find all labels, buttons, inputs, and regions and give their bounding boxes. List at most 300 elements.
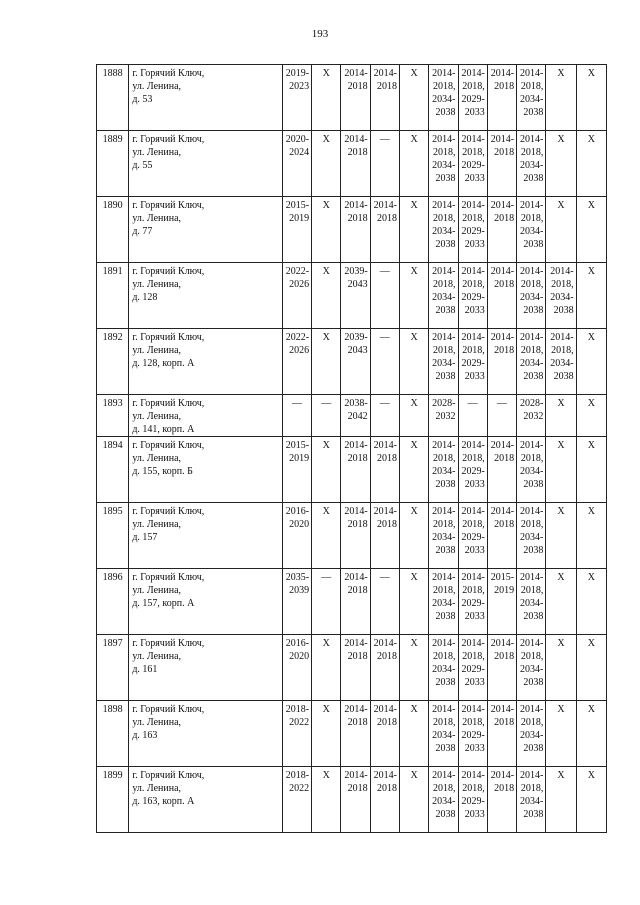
- cell-line: 2034-: [550, 358, 574, 369]
- cell-line: 2033: [464, 677, 485, 688]
- period-cell: [370, 767, 399, 833]
- period-cell: [341, 65, 370, 131]
- cell-line: X: [587, 638, 595, 649]
- period-cell: [282, 395, 311, 437]
- period-cell: [429, 329, 458, 395]
- period-cell: [399, 329, 428, 395]
- cell-line: 2038: [523, 545, 544, 556]
- cell-line: 2014-: [344, 134, 368, 145]
- cell-line: 2014-: [461, 200, 485, 211]
- period-cell: [312, 197, 341, 263]
- cell-line: 2014-: [432, 440, 456, 451]
- cell-line: —: [379, 134, 390, 145]
- period-cell: [370, 395, 399, 437]
- cell-line: 2038: [435, 743, 456, 754]
- period-cell: [517, 395, 546, 437]
- period-cell: [341, 197, 370, 263]
- cell-line: 2038: [435, 173, 456, 184]
- period-cell: [341, 131, 370, 197]
- cell-line: 2034-: [520, 664, 544, 675]
- address-line: ул. Ленина,: [132, 411, 182, 422]
- period-cell: [370, 569, 399, 635]
- cell-line: 2018-: [285, 704, 310, 715]
- period-cell: [487, 437, 516, 503]
- cell-line: 2018,: [520, 81, 544, 92]
- address-line: д. 163: [132, 730, 158, 741]
- cell-line: 2018,: [520, 651, 544, 662]
- cell-line: 2018,: [462, 519, 485, 530]
- cell-line: 2018,: [462, 147, 485, 158]
- cell-line: 2019: [494, 585, 515, 596]
- address-line: г. Горячий Ключ,: [132, 398, 205, 409]
- cell-line: 2014-: [520, 266, 544, 277]
- address-line: д. 128, корп. А: [132, 358, 195, 369]
- period-cell: [458, 437, 487, 503]
- period-cell: [341, 329, 370, 395]
- period-cell: [399, 569, 428, 635]
- cell-line: 2018,: [462, 783, 485, 794]
- table-row: [97, 701, 607, 767]
- period-cell: [458, 65, 487, 131]
- address-line: д. 53: [132, 94, 153, 105]
- period-cell: [399, 197, 428, 263]
- cell-line: 2014-: [344, 440, 368, 451]
- address-line: г. Горячий Ключ,: [132, 704, 205, 715]
- cell-line: 2014-: [432, 266, 456, 277]
- address-line: ул. Ленина,: [132, 783, 182, 794]
- period-cell: [429, 569, 458, 635]
- cell-line: 2028-: [432, 398, 456, 409]
- cell-line: 2014-: [344, 704, 368, 715]
- row-number: 1897: [97, 635, 129, 701]
- cell-line: 2038: [523, 107, 544, 118]
- row-number: 1892: [97, 329, 129, 395]
- period-cell: [341, 569, 370, 635]
- row-number: 1888: [97, 65, 129, 131]
- cell-line: 2014-: [344, 68, 368, 79]
- cell-line: 2014-: [461, 506, 485, 517]
- period-cell: [458, 263, 487, 329]
- table-row: [97, 65, 607, 131]
- cell-line: 2018: [347, 81, 368, 92]
- cell-line: 2029-: [461, 730, 485, 741]
- cell-line: 2014-: [461, 572, 485, 583]
- cell-line: 2014-: [461, 638, 485, 649]
- period-cell: [282, 569, 311, 635]
- cell-line: X: [557, 440, 565, 451]
- period-cell: [517, 437, 546, 503]
- period-cell: [399, 131, 428, 197]
- cell-line: 2018,: [520, 519, 544, 530]
- cell-line: 2038: [435, 545, 456, 556]
- cell-line: 2018: [347, 651, 368, 662]
- cell-line: 2018,: [520, 783, 544, 794]
- period-cell: [546, 767, 576, 833]
- period-cell: [370, 263, 399, 329]
- address-cell: [129, 329, 283, 395]
- cell-line: 2023: [289, 81, 310, 92]
- cell-line: 2018: [376, 717, 397, 728]
- cell-line: —: [321, 572, 332, 583]
- cell-line: 2014-: [490, 68, 515, 79]
- cell-line: 2018: [494, 717, 515, 728]
- cell-line: 2034-: [520, 730, 544, 741]
- table-row: [97, 437, 607, 503]
- period-cell: [576, 329, 606, 395]
- cell-line: 2033: [464, 611, 485, 622]
- period-cell: [370, 197, 399, 263]
- period-cell: [341, 263, 370, 329]
- cell-line: 2034-: [432, 598, 456, 609]
- period-cell: [370, 131, 399, 197]
- cell-line: 2029-: [461, 358, 485, 369]
- cell-line: X: [557, 704, 565, 715]
- period-cell: [576, 197, 606, 263]
- address-cell: [129, 437, 283, 503]
- cell-line: 2018,: [520, 453, 544, 464]
- cell-line: 2018,: [433, 279, 456, 290]
- cell-line: X: [322, 506, 330, 517]
- period-cell: [517, 131, 546, 197]
- period-cell: [458, 395, 487, 437]
- cell-line: —: [321, 398, 332, 409]
- table-row: [97, 569, 607, 635]
- period-cell: [429, 263, 458, 329]
- cell-line: 2038: [435, 809, 456, 820]
- cell-line: 2018: [376, 81, 397, 92]
- cell-line: 2018,: [551, 279, 574, 290]
- cell-line: 2014-: [490, 770, 515, 781]
- cell-line: 2038: [553, 305, 574, 316]
- cell-line: 2018: [494, 453, 515, 464]
- cell-line: 2029-: [461, 160, 485, 171]
- period-cell: [517, 701, 546, 767]
- cell-line: 2034-: [432, 532, 456, 543]
- period-cell: [517, 65, 546, 131]
- row-number: 1898: [97, 701, 129, 767]
- cell-line: 2026: [289, 279, 310, 290]
- address-cell: [129, 503, 283, 569]
- cell-line: X: [557, 200, 565, 211]
- period-cell: [517, 635, 546, 701]
- cell-line: 2018,: [433, 783, 456, 794]
- address-line: д. 163, корп. А: [132, 796, 195, 807]
- period-cell: [576, 569, 606, 635]
- cell-line: X: [587, 440, 595, 451]
- cell-line: 2018: [494, 279, 515, 290]
- cell-line: 2034-: [432, 160, 456, 171]
- cell-line: 2022: [289, 717, 310, 728]
- period-cell: [341, 437, 370, 503]
- address-line: ул. Ленина,: [132, 585, 182, 596]
- period-cell: [370, 503, 399, 569]
- cell-line: 2014-: [520, 440, 544, 451]
- table-row: [97, 395, 607, 437]
- cell-line: 2034-: [520, 292, 544, 303]
- table-row: [97, 503, 607, 569]
- period-cell: [576, 767, 606, 833]
- cell-line: 2018,: [462, 453, 485, 464]
- period-cell: [341, 767, 370, 833]
- cell-line: 2018,: [433, 717, 456, 728]
- cell-line: 2038: [553, 371, 574, 382]
- cell-line: 2018,: [462, 585, 485, 596]
- cell-line: 2014-: [461, 704, 485, 715]
- cell-line: 2034-: [520, 796, 544, 807]
- address-line: д. 77: [132, 226, 153, 237]
- period-cell: [282, 263, 311, 329]
- cell-line: 2043: [347, 345, 368, 356]
- cell-line: 2014-: [373, 638, 397, 649]
- cell-line: X: [410, 68, 418, 79]
- cell-line: 2014-: [461, 440, 485, 451]
- cell-line: 2018,: [520, 147, 544, 158]
- address-line: г. Горячий Ключ,: [132, 68, 205, 79]
- address-cell: [129, 65, 283, 131]
- cell-line: 2014-: [520, 638, 544, 649]
- cell-line: X: [322, 770, 330, 781]
- period-cell: [312, 329, 341, 395]
- cell-line: 2018,: [462, 279, 485, 290]
- cell-line: 2038: [523, 239, 544, 250]
- cell-line: 2038: [435, 677, 456, 688]
- cell-line: 2035-: [285, 572, 310, 583]
- cell-line: 2034-: [432, 796, 456, 807]
- cell-line: 2015-: [285, 440, 310, 451]
- period-cell: [487, 395, 516, 437]
- cell-line: 2034-: [432, 292, 456, 303]
- cell-line: 2034-: [520, 160, 544, 171]
- address-line: ул. Ленина,: [132, 717, 182, 728]
- cell-line: 2014-: [520, 770, 544, 781]
- period-cell: [370, 329, 399, 395]
- cell-line: 2032: [435, 411, 456, 422]
- period-cell: [576, 701, 606, 767]
- address-line: д. 155, корп. Б: [132, 466, 193, 477]
- address-line: д. 128: [132, 292, 158, 303]
- address-cell: [129, 569, 283, 635]
- address-line: ул. Ленина,: [132, 81, 182, 92]
- cell-line: 2018,: [520, 279, 544, 290]
- cell-line: 2014-: [550, 266, 574, 277]
- period-cell: [312, 767, 341, 833]
- row-number: 1896: [97, 569, 129, 635]
- address-line: ул. Ленина,: [132, 519, 182, 530]
- period-cell: [517, 329, 546, 395]
- cell-line: 2014-: [490, 200, 515, 211]
- cell-line: 2018: [347, 213, 368, 224]
- cell-line: X: [322, 332, 330, 343]
- cell-line: 2043: [347, 279, 368, 290]
- period-cell: [487, 65, 516, 131]
- period-cell: [576, 395, 606, 437]
- cell-line: X: [410, 770, 418, 781]
- address-line: д. 157, корп. А: [132, 598, 195, 609]
- period-cell: [458, 197, 487, 263]
- period-cell: [341, 503, 370, 569]
- cell-line: —: [379, 332, 390, 343]
- cell-line: 2014-: [490, 704, 515, 715]
- period-cell: [546, 503, 576, 569]
- cell-line: X: [410, 200, 418, 211]
- period-cell: [312, 437, 341, 503]
- period-cell: [576, 65, 606, 131]
- cell-line: 2038: [523, 479, 544, 490]
- period-cell: [487, 569, 516, 635]
- cell-line: X: [587, 266, 595, 277]
- cell-line: X: [557, 68, 565, 79]
- row-number: 1899: [97, 767, 129, 833]
- period-cell: [517, 767, 546, 833]
- cell-line: 2014-: [520, 200, 544, 211]
- period-cell: [429, 437, 458, 503]
- period-cell: [517, 503, 546, 569]
- period-cell: [399, 503, 428, 569]
- cell-line: 2014-: [520, 332, 544, 343]
- row-number: 1891: [97, 263, 129, 329]
- table-row: [97, 263, 607, 329]
- period-cell: [282, 197, 311, 263]
- cell-line: 2034-: [520, 94, 544, 105]
- period-cell: [399, 263, 428, 329]
- cell-line: 2014-: [344, 200, 368, 211]
- cell-line: 2014-: [373, 440, 397, 451]
- address-line: ул. Ленина,: [132, 279, 182, 290]
- cell-line: 2033: [464, 743, 485, 754]
- cell-line: 2018: [494, 519, 515, 530]
- cell-line: X: [557, 572, 565, 583]
- address-cell: [129, 767, 283, 833]
- cell-line: 2014-: [490, 332, 515, 343]
- cell-line: 2014-: [490, 638, 515, 649]
- row-number: 1895: [97, 503, 129, 569]
- address-cell: [129, 395, 283, 437]
- cell-line: 2014-: [490, 266, 515, 277]
- cell-line: X: [587, 332, 595, 343]
- cell-line: 2034-: [432, 94, 456, 105]
- cell-line: 2033: [464, 371, 485, 382]
- cell-line: 2018: [376, 783, 397, 794]
- cell-line: 2014-: [520, 506, 544, 517]
- cell-line: 2014-: [461, 332, 485, 343]
- period-cell: [282, 131, 311, 197]
- address-line: д. 55: [132, 160, 153, 171]
- period-cell: [312, 635, 341, 701]
- cell-line: 2034-: [432, 664, 456, 675]
- cell-line: 2014-: [432, 572, 456, 583]
- period-cell: [399, 701, 428, 767]
- cell-line: 2034-: [520, 226, 544, 237]
- cell-line: 2015-: [285, 200, 310, 211]
- cell-line: 2016-: [285, 506, 310, 517]
- period-cell: [487, 635, 516, 701]
- cell-line: 2016-: [285, 638, 310, 649]
- cell-line: 2014-: [432, 506, 456, 517]
- cell-line: 2018,: [462, 345, 485, 356]
- cell-line: 2018,: [433, 519, 456, 530]
- period-cell: [487, 197, 516, 263]
- address-line: ул. Ленина,: [132, 453, 182, 464]
- row-number: 1890: [97, 197, 129, 263]
- cell-line: 2014-: [520, 704, 544, 715]
- table-row: [97, 329, 607, 395]
- cell-line: —: [379, 266, 390, 277]
- cell-line: 2034-: [520, 532, 544, 543]
- cell-line: 2018: [347, 717, 368, 728]
- cell-line: 2039-: [344, 332, 368, 343]
- period-cell: [282, 65, 311, 131]
- period-cell: [282, 635, 311, 701]
- cell-line: 2018: [376, 651, 397, 662]
- cell-line: 2014-: [432, 332, 456, 343]
- period-cell: [312, 263, 341, 329]
- address-line: г. Горячий Ключ,: [132, 266, 205, 277]
- cell-line: X: [410, 134, 418, 145]
- cell-line: 2014-: [520, 134, 544, 145]
- period-cell: [429, 503, 458, 569]
- cell-line: 2014-: [373, 704, 397, 715]
- cell-line: 2014-: [550, 332, 574, 343]
- cell-line: 2019: [289, 213, 310, 224]
- period-cell: [282, 701, 311, 767]
- period-cell: [576, 635, 606, 701]
- period-cell: [517, 263, 546, 329]
- cell-line: X: [410, 638, 418, 649]
- cell-line: 2034-: [550, 292, 574, 303]
- cell-line: 2014-: [490, 506, 515, 517]
- cell-line: 2029-: [461, 532, 485, 543]
- cell-line: X: [322, 704, 330, 715]
- cell-line: 2018,: [462, 717, 485, 728]
- cell-line: —: [467, 398, 478, 409]
- cell-line: X: [322, 266, 330, 277]
- cell-line: 2014-: [432, 638, 456, 649]
- period-cell: [429, 65, 458, 131]
- cell-line: 2033: [464, 545, 485, 556]
- cell-line: 2014-: [461, 134, 485, 145]
- cell-line: 2018: [494, 147, 515, 158]
- cell-line: 2038: [523, 371, 544, 382]
- cell-line: 2039-: [344, 266, 368, 277]
- cell-line: 2014-: [432, 68, 456, 79]
- cell-line: X: [410, 266, 418, 277]
- cell-line: 2029-: [461, 292, 485, 303]
- period-cell: [576, 131, 606, 197]
- cell-line: 2038: [523, 611, 544, 622]
- cell-line: X: [322, 200, 330, 211]
- cell-line: 2018,: [520, 585, 544, 596]
- cell-line: 2039: [289, 585, 310, 596]
- address-line: ул. Ленина,: [132, 345, 182, 356]
- cell-line: 2033: [464, 173, 485, 184]
- cell-line: 2014-: [373, 770, 397, 781]
- address-line: г. Горячий Ключ,: [132, 134, 205, 145]
- cell-line: 2034-: [432, 730, 456, 741]
- cell-line: 2014-: [432, 134, 456, 145]
- cell-line: 2038: [435, 479, 456, 490]
- period-cell: [517, 569, 546, 635]
- cell-line: 2014-: [373, 68, 397, 79]
- address-line: г. Горячий Ключ,: [132, 770, 205, 781]
- period-cell: [546, 701, 576, 767]
- cell-line: 2034-: [432, 466, 456, 477]
- period-cell: [370, 701, 399, 767]
- period-cell: [458, 635, 487, 701]
- period-cell: [546, 197, 576, 263]
- cell-line: 2034-: [432, 226, 456, 237]
- cell-line: 2022-: [285, 266, 310, 277]
- period-cell: [576, 503, 606, 569]
